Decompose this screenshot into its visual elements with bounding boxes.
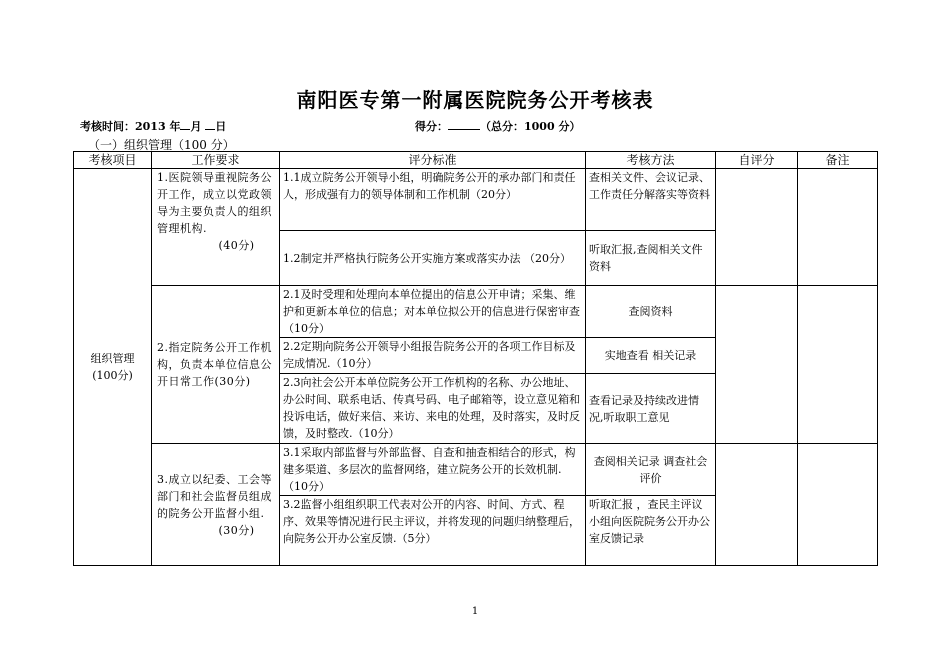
requirement-text: 3.成立以纪委、工会等部门和社会监督员组成的院务公开监督小组. bbox=[157, 472, 272, 520]
requirement-cell bbox=[152, 169, 280, 286]
method-cell: 查阅相关记录 调查社会评价 bbox=[586, 444, 716, 496]
day-blank bbox=[205, 129, 215, 130]
header-remark: 备注 bbox=[798, 152, 878, 169]
requirement-points: (30分) bbox=[218, 523, 255, 537]
header-method: 考核方法 bbox=[586, 152, 716, 169]
remark-cell[interactable] bbox=[798, 169, 878, 286]
standard-cell: 1.1成立院务公开领导小组，明确院务公开的承办部门和责任人，形成强有力的领导体制和工作机制（20分） bbox=[280, 169, 586, 231]
standard-cell: 3.2监督小组组织职工代表对公开的内容、时间、方式、程序、效果等情况进行民主评议，并将发现的问题归纳整理后，向院务公开办公室反馈.（5分） bbox=[280, 496, 586, 566]
standard-cell: 2.2定期向院务公开领导小组报告院务公开的各项工作目标及完成情况.（10分） bbox=[280, 338, 586, 374]
standard-cell: 2.1及时受理和处理向本单位提出的信息公开申请；采集、维护和更新本单位的信息；对本单位拟公开的信息进行保密审查 （10分） bbox=[280, 286, 586, 338]
month-blank bbox=[180, 129, 190, 130]
method-cell: 实地查看 相关记录 bbox=[586, 338, 716, 374]
section-heading: （一）组织管理（100 分） bbox=[88, 138, 235, 152]
header-requirement: 工作要求 bbox=[152, 152, 280, 169]
total-score-label: （总分：1000 分） bbox=[480, 120, 581, 133]
standard-cell: 1.2制定并严格执行院务公开实施方案或落实办法 （20分） bbox=[280, 231, 586, 286]
requirement-text: 2.指定院务公开工作机构，负责本单位信息公开日常工作(30分) bbox=[157, 341, 272, 388]
table-row bbox=[74, 169, 878, 231]
requirement-cell bbox=[152, 444, 280, 566]
self-score-cell[interactable] bbox=[716, 444, 798, 566]
method-cell: 查看记录及持续改进情况,听取职工意见 bbox=[586, 374, 716, 444]
month-label: 月 bbox=[190, 120, 202, 133]
score-blank bbox=[448, 129, 480, 130]
remark-cell[interactable] bbox=[798, 286, 878, 444]
method-cell: 听取汇报,查阅相关文件资料 bbox=[586, 231, 716, 286]
exam-time-label: 考核时间：2013 年 bbox=[80, 120, 181, 133]
table-row bbox=[74, 286, 878, 338]
standard-cell: 2.3向社会公开本单位院务公开工作机构的名称、办公地址、办公时间、联系电话、传真号码、电子邮箱等，设立意见箱和投诉电话，做好来信、来访、来电的处理，及时落实，及时反馈，及时整改.（10分） bbox=[280, 374, 586, 444]
header-project: 考核项目 bbox=[74, 152, 152, 169]
table-header-row bbox=[74, 152, 878, 169]
project-cell bbox=[74, 169, 152, 566]
document-title: 南阳医专第一附属医院院务公开考核表 bbox=[296, 88, 654, 112]
project-name: 组织管理 bbox=[90, 352, 135, 365]
method-cell: 查相关文件、会议记录、工作责任分解落实等资料 bbox=[586, 169, 716, 231]
self-score-cell[interactable] bbox=[716, 169, 798, 286]
requirement-points: (40分) bbox=[218, 239, 255, 252]
page-number: 1 bbox=[471, 606, 479, 617]
day-label: 日 bbox=[215, 120, 227, 133]
method-cell: 查阅资料 bbox=[586, 286, 716, 338]
assessment-table bbox=[73, 151, 878, 566]
score-field bbox=[415, 118, 580, 134]
standard-cell: 3.1采取内部监督与外部监督、自查和抽查相结合的形式，构建多渠道、多层次的监督网络，建立院务公开的长效机制.（10分） bbox=[280, 444, 586, 496]
method-cell: 听取汇报 ，查民主评议小组向医院院务公开办公室反馈记录 bbox=[586, 496, 716, 566]
score-label: 得分： bbox=[415, 120, 448, 133]
table-row bbox=[74, 444, 878, 496]
self-score-cell[interactable] bbox=[716, 286, 798, 444]
remark-cell[interactable] bbox=[798, 444, 878, 566]
header-self-score: 自评分 bbox=[716, 152, 798, 169]
project-score: (100分) bbox=[92, 369, 133, 382]
exam-time bbox=[80, 118, 226, 134]
requirement-text: 1.医院领导重视院务公开工作，成立以党政领导为主要负责人的组织管理机构. bbox=[157, 171, 272, 235]
requirement-cell bbox=[152, 286, 280, 444]
header-standard: 评分标准 bbox=[280, 152, 586, 169]
